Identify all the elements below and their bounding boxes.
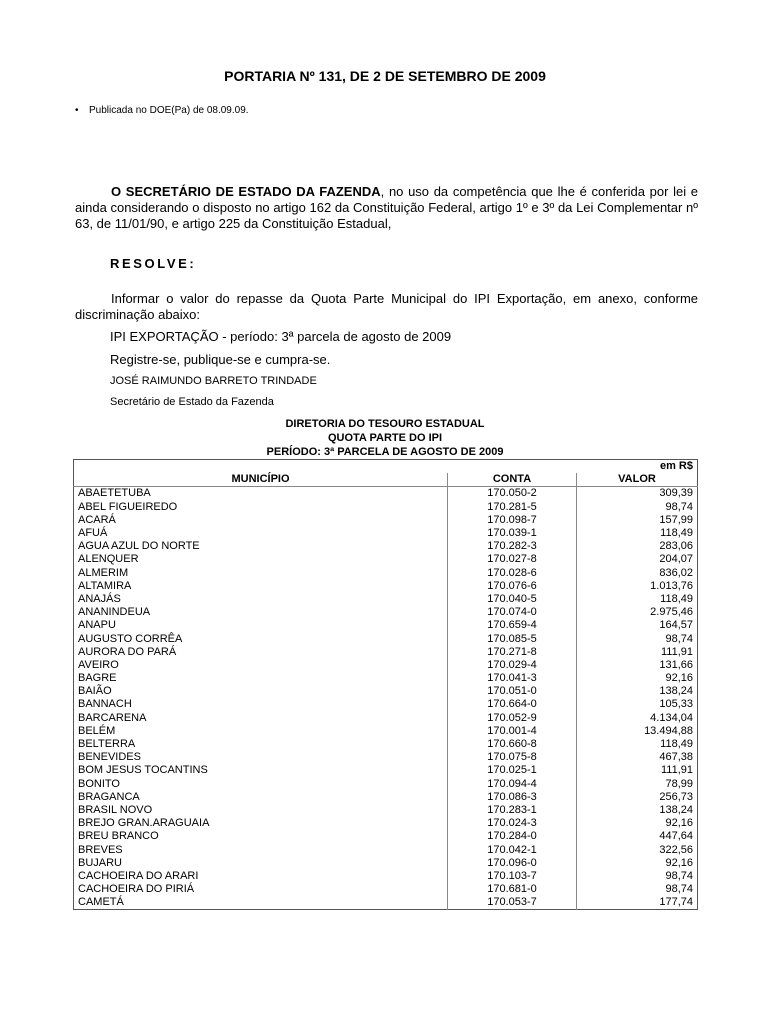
table-title-1: DIRETORIA DO TESOURO ESTADUAL	[285, 418, 485, 430]
conta-cell: 170.094-4	[448, 778, 577, 791]
valor-cell: 111,91	[660, 645, 693, 658]
municipio-cell: CACHOEIRA DO ARARI	[74, 870, 448, 883]
municipio-cell: BANNACH	[74, 698, 448, 711]
conta-cell: 170.681-0	[448, 883, 577, 896]
currency-note: em R$	[659, 460, 693, 473]
conta-cell: 170.052-9	[448, 712, 577, 725]
valor-cell: 1.013,76	[650, 579, 693, 592]
valor-cell: 2.975,46	[650, 606, 693, 619]
valor-cell: 118,49	[660, 738, 693, 751]
municipio-cell: BONITO	[74, 778, 448, 791]
valor-cell: 98,74	[665, 869, 693, 882]
conta-cell: 170.281-5	[448, 501, 577, 514]
conta-cell: 170.051-0	[448, 685, 577, 698]
conta-cell: 170.664-0	[448, 698, 577, 711]
table-row	[74, 606, 698, 619]
conta-cell: 170.040-5	[448, 593, 577, 606]
table-row	[74, 593, 698, 606]
conta-cell: 170.027-8	[448, 553, 577, 566]
municipio-cell: BOM JESUS TOCANTINS	[74, 764, 448, 777]
table-row	[74, 580, 698, 593]
valor-cell: 78,99	[665, 777, 693, 790]
municipio-cell: BRASIL NOVO	[74, 804, 448, 817]
table-row	[74, 870, 698, 883]
valor-cell: 98,74	[665, 500, 693, 513]
valor-cell: 322,56	[659, 843, 693, 856]
municipio-cell: AVEIRO	[74, 659, 448, 672]
publication-note	[75, 105, 249, 116]
conta-cell: 170.284-0	[448, 830, 577, 843]
valor-cell: 836,02	[659, 566, 693, 579]
municipio-cell: BAIÃO	[74, 685, 448, 698]
table-row	[74, 804, 698, 817]
table-row	[74, 619, 698, 632]
conta-cell: 170.039-1	[448, 527, 577, 540]
valor-cell: 111,91	[660, 764, 693, 777]
table-row	[74, 843, 698, 856]
inform-paragraph	[75, 291, 698, 323]
valor-cell: 309,39	[659, 487, 693, 500]
municipio-cell: BREVES	[74, 843, 448, 856]
table-row	[74, 830, 698, 843]
municipio-cell: BELÉM	[74, 725, 448, 738]
table-row	[74, 672, 698, 685]
table-header-row	[74, 473, 698, 487]
table-row	[74, 487, 698, 501]
conta-cell: 170.086-3	[448, 791, 577, 804]
valor-cell: 98,74	[665, 632, 693, 645]
publication-text: Publicada no DOE(Pa) de 08.09.09.	[89, 105, 249, 116]
municipio-cell: ALENQUER	[74, 553, 448, 566]
conta-cell: 170.085-5	[448, 632, 577, 645]
valor-cell: 138,24	[659, 685, 693, 698]
conta-cell: 170.074-0	[448, 606, 577, 619]
valor-cell: 118,49	[660, 592, 693, 605]
municipio-cell: ABAETETUBA	[74, 487, 448, 501]
conta-cell: 170.024-3	[448, 817, 577, 830]
conta-cell: 170.053-7	[448, 896, 577, 910]
table-row	[74, 659, 698, 672]
municipio-cell: CAMETÁ	[74, 896, 448, 910]
valor-cell: 118,49	[660, 527, 693, 540]
municipio-cell: BREJO GRAN.ARAGUAIA	[74, 817, 448, 830]
valor-cell: 4.134,04	[650, 711, 693, 724]
valor-cell: 204,07	[659, 553, 693, 566]
header-valor: VALOR	[577, 473, 698, 487]
table-row	[74, 553, 698, 566]
municipio-cell: BELTERRA	[74, 738, 448, 751]
municipio-cell: BAGRE	[74, 672, 448, 685]
valor-cell: 92,16	[665, 817, 693, 830]
table-row	[74, 725, 698, 738]
table-row	[74, 646, 698, 659]
conta-cell: 170.659-4	[448, 619, 577, 632]
municipio-cell: ANAPU	[74, 619, 448, 632]
conta-cell: 170.075-8	[448, 751, 577, 764]
table-row	[74, 751, 698, 764]
bullet-icon: •	[75, 105, 79, 116]
table-row	[74, 567, 698, 580]
valor-cell: 92,16	[665, 672, 693, 685]
conta-cell: 170.050-2	[448, 487, 577, 501]
valor-cell: 131,66	[659, 658, 693, 671]
valor-cell: 13.494,88	[644, 724, 693, 737]
valor-cell: 157,99	[659, 513, 693, 526]
valor-cell: 256,73	[659, 790, 693, 803]
table-row	[74, 738, 698, 751]
period-line: IPI EXPORTAÇÃO - período: 3ª parcela de agosto de 2009	[110, 329, 452, 344]
quota-table	[73, 459, 698, 910]
municipio-cell: AFUÁ	[74, 527, 448, 540]
municipio-cell: AGUA AZUL DO NORTE	[74, 540, 448, 553]
header-municipio: MUNICÍPIO	[74, 473, 448, 487]
table-row	[74, 685, 698, 698]
table-row	[74, 883, 698, 896]
conta-cell: 170.076-6	[448, 580, 577, 593]
municipio-cell: BENEVIDES	[74, 751, 448, 764]
conta-cell: 170.028-6	[448, 567, 577, 580]
table-row	[74, 778, 698, 791]
register-line: Registre-se, publique-se e cumpra-se.	[110, 352, 331, 367]
conta-cell: 170.282-3	[448, 540, 577, 553]
municipio-cell: AURORA DO PARÁ	[74, 646, 448, 659]
valor-cell: 138,24	[659, 803, 693, 816]
table-row	[74, 632, 698, 645]
table-title-3: PERÍODO: 3ª PARCELA DE AGOSTO DE 2009	[266, 446, 504, 458]
intro-paragraph	[75, 184, 698, 232]
table-row	[74, 501, 698, 514]
conta-cell: 170.001-4	[448, 725, 577, 738]
conta-cell: 170.042-1	[448, 843, 577, 856]
table-row	[74, 540, 698, 553]
table-row	[74, 896, 698, 910]
municipio-cell: ACARÁ	[74, 514, 448, 527]
conta-cell: 170.096-0	[448, 857, 577, 870]
valor-cell: 164,57	[659, 619, 693, 632]
resolve-heading: RESOLVE:	[110, 256, 197, 271]
table-row	[74, 527, 698, 540]
table-row	[74, 817, 698, 830]
header-conta: CONTA	[448, 473, 577, 487]
municipio-cell: BARCARENA	[74, 712, 448, 725]
conta-cell: 170.041-3	[448, 672, 577, 685]
table-row	[74, 698, 698, 711]
intro-bold: O SECRETÁRIO DE ESTADO DA FAZENDA	[111, 184, 381, 199]
municipio-cell: ALTAMIRA	[74, 580, 448, 593]
municipio-cell: ANAJÁS	[74, 593, 448, 606]
valor-cell: 177,74	[659, 896, 693, 909]
municipio-cell: BRAGANCA	[74, 791, 448, 804]
signatory-role: Secretário de Estado da Fazenda	[110, 396, 274, 408]
valor-cell: 283,06	[659, 540, 693, 553]
valor-cell: 447,64	[659, 830, 693, 843]
table-row	[74, 857, 698, 870]
table-title-2: QUOTA PARTE DO IPI	[327, 432, 443, 444]
valor-cell: 92,16	[665, 856, 693, 869]
conta-cell: 170.103-7	[448, 870, 577, 883]
municipio-cell: ALMERIM	[74, 567, 448, 580]
municipio-cell: AUGUSTO CORRÊA	[74, 632, 448, 645]
table-row	[74, 712, 698, 725]
valor-cell: 467,38	[659, 751, 693, 764]
table-row	[74, 514, 698, 527]
municipio-cell: ANANINDEUA	[74, 606, 448, 619]
document-title: PORTARIA Nº 131, DE 2 DE SETEMBRO DE 2009	[224, 68, 546, 84]
table-row	[74, 764, 698, 777]
conta-cell: 170.029-4	[448, 659, 577, 672]
valor-cell: 98,74	[665, 883, 693, 896]
municipio-cell: CACHOEIRA DO PIRIÁ	[74, 883, 448, 896]
valor-cell: 105,33	[659, 698, 693, 711]
intro-text: , no uso da competência que lhe é conferida por lei e ainda considerando o disposto no artigo 162 da Constituição Federal, artigo 1º e 3º da Lei Complementar nº 63, de 11/01/90, e artigo 225 da Constituição Estadual,	[75, 184, 699, 231]
inform-text: Informar o valor do repasse da Quota Parte Municipal do IPI Exportação, em anexo, conforme discriminação abaixo:	[75, 291, 698, 322]
municipio-cell: ABEL FIGUEIREDO	[74, 501, 448, 514]
conta-cell: 170.660-8	[448, 738, 577, 751]
currency-row	[74, 460, 698, 474]
conta-cell: 170.271-8	[448, 646, 577, 659]
conta-cell: 170.025-1	[448, 764, 577, 777]
table-row	[74, 791, 698, 804]
conta-cell: 170.098-7	[448, 514, 577, 527]
signatory-name: JOSÉ RAIMUNDO BARRETO TRINDADE	[110, 375, 317, 387]
municipio-cell: BREU BRANCO	[74, 830, 448, 843]
conta-cell: 170.283-1	[448, 804, 577, 817]
municipio-cell: BUJARU	[74, 857, 448, 870]
